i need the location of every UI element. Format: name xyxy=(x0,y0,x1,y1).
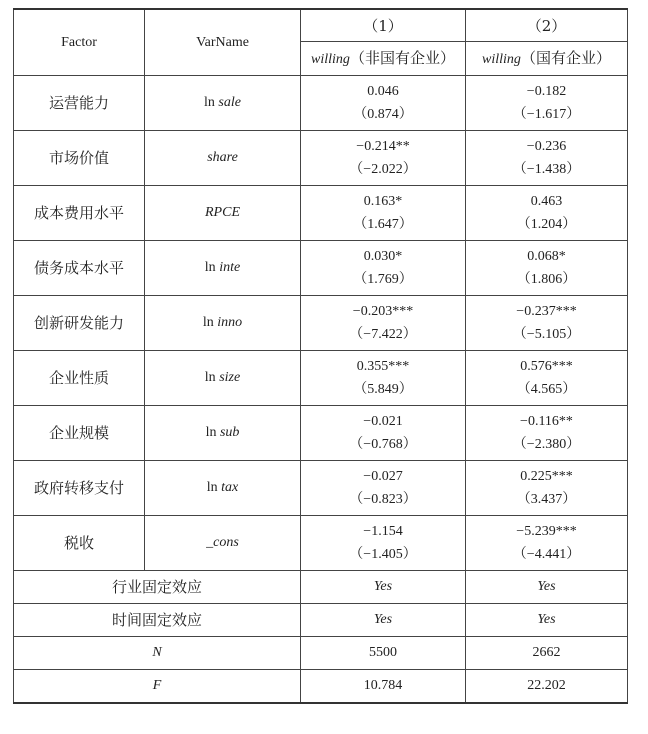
footer-c1-value: 5500 xyxy=(301,637,466,670)
factor-cell: 企业性质 xyxy=(14,351,145,406)
coefficient-value: 0.163* xyxy=(363,194,403,209)
factor-cell: 市场价值 xyxy=(14,131,145,186)
t-statistic-value: （−1.405） xyxy=(349,547,417,562)
varname-name: inno xyxy=(217,315,243,330)
footer-row xyxy=(14,637,628,670)
col1-value-cell xyxy=(301,461,466,516)
header-col2-label xyxy=(466,42,628,76)
table-row xyxy=(14,296,628,351)
header-varname: VarName xyxy=(145,9,301,76)
footer-label: 行业固定效应 xyxy=(14,571,301,604)
footer-row xyxy=(14,604,628,637)
varname-cell xyxy=(145,516,301,571)
col2-value-cell xyxy=(466,131,628,186)
col1-value-cell xyxy=(301,131,466,186)
coefficient-value: 0.355*** xyxy=(356,359,410,374)
footer-c1-value: 10.784 xyxy=(301,670,466,703)
t-statistic-value: （1.806） xyxy=(516,272,577,287)
t-statistic-value: （1.204） xyxy=(516,217,577,232)
header-col1-group: （非国有企业） xyxy=(349,48,455,67)
footer-row xyxy=(14,670,628,703)
varname-prefix: ln xyxy=(204,95,215,110)
footer-label: F xyxy=(14,670,301,703)
factor-cell: 债务成本水平 xyxy=(14,241,145,296)
footer-c2-value: 22.202 xyxy=(466,670,628,703)
footer-c2-value: 2662 xyxy=(466,637,628,670)
footer-c2-value: Yes xyxy=(466,571,628,604)
coefficient-value: −1.154 xyxy=(363,524,403,539)
footer-c2-value: Yes xyxy=(466,604,628,637)
varname-name: tax xyxy=(221,480,239,495)
t-statistic-value: （0.874） xyxy=(353,107,413,122)
footer-label: N xyxy=(14,637,301,670)
t-statistic-value: （−2.380） xyxy=(512,437,581,452)
col2-value-cell xyxy=(466,461,628,516)
header-col1-number: （1） xyxy=(301,9,466,42)
varname-cell xyxy=(145,131,301,186)
t-statistic-value: （−0.768） xyxy=(349,437,417,452)
coefficient-value: −0.182 xyxy=(526,84,567,99)
coefficient-value: −0.116** xyxy=(520,414,573,429)
col1-value-cell xyxy=(301,351,466,406)
col1-value-cell xyxy=(301,241,466,296)
col1-value-cell xyxy=(301,186,466,241)
varname-name: inte xyxy=(219,260,241,275)
varname-prefix: ln xyxy=(202,315,214,330)
col1-value-cell xyxy=(301,516,466,571)
varname-cell xyxy=(145,76,301,131)
table-row xyxy=(14,461,628,516)
factor-cell: 运营能力 xyxy=(14,76,145,131)
col1-value-cell xyxy=(301,406,466,461)
coefficient-value: −0.027 xyxy=(363,469,403,484)
coefficient-value: −5.239*** xyxy=(516,524,577,539)
table-row xyxy=(14,76,628,131)
coefficient-value: 0.068* xyxy=(527,249,566,264)
t-statistic-value: （−1.438） xyxy=(512,162,581,177)
t-statistic-value: （−4.441） xyxy=(512,547,581,562)
factor-cell: 政府转移支付 xyxy=(14,461,145,516)
t-statistic-value: （−2.022） xyxy=(349,162,417,177)
header-col2-group: （国有企业） xyxy=(520,48,611,67)
varname-name: RPCE xyxy=(205,205,240,220)
table-row xyxy=(14,516,628,571)
footer-c1-value: Yes xyxy=(301,571,466,604)
varname-prefix: ln xyxy=(204,260,216,275)
varname-name: size xyxy=(219,370,241,385)
table-row xyxy=(14,241,628,296)
header-factor: Factor xyxy=(14,9,145,76)
table-row xyxy=(14,131,628,186)
header-row xyxy=(14,9,628,42)
col1-value-cell xyxy=(301,296,466,351)
varname-name: share xyxy=(207,150,238,165)
factor-cell: 成本费用水平 xyxy=(14,186,145,241)
header-col2-var: willing xyxy=(482,51,521,67)
coefficient-value: 0.463 xyxy=(530,194,563,209)
table-row xyxy=(14,186,628,241)
varname-cell xyxy=(145,296,301,351)
varname-name: sale xyxy=(218,95,241,110)
coefficient-value: −0.214** xyxy=(356,139,410,154)
factor-cell: 创新研发能力 xyxy=(14,296,145,351)
col2-value-cell xyxy=(466,351,628,406)
t-statistic-value: （5.849） xyxy=(353,382,413,397)
col2-value-cell xyxy=(466,406,628,461)
varname-prefix: ln xyxy=(204,370,216,385)
footer-c1-value: Yes xyxy=(301,604,466,637)
varname-cell xyxy=(145,461,301,516)
col2-value-cell xyxy=(466,516,628,571)
factor-cell: 企业规模 xyxy=(14,406,145,461)
col1-value-cell xyxy=(301,76,466,131)
header-col1-var: willing xyxy=(311,51,350,67)
regression-table xyxy=(13,8,628,704)
t-statistic-value: （1.647） xyxy=(353,217,413,232)
coefficient-value: −0.237*** xyxy=(516,304,577,319)
varname-prefix: ln xyxy=(206,480,218,495)
coefficient-value: 0.046 xyxy=(367,84,399,99)
table-row xyxy=(14,351,628,406)
footer-row xyxy=(14,571,628,604)
coefficient-value: −0.021 xyxy=(363,414,403,429)
header-col2-number: （2） xyxy=(466,9,628,42)
coefficient-value: 0.030* xyxy=(363,249,403,264)
varname-prefix: ln xyxy=(205,425,217,440)
t-statistic-value: （−7.422） xyxy=(349,327,417,342)
table-row xyxy=(14,406,628,461)
t-statistic-value: （3.437） xyxy=(516,492,577,507)
varname-cell xyxy=(145,406,301,461)
t-statistic-value: （−5.105） xyxy=(512,327,581,342)
t-statistic-value: （4.565） xyxy=(516,382,577,397)
t-statistic-value: （1.769） xyxy=(353,272,413,287)
col2-value-cell xyxy=(466,186,628,241)
col2-value-cell xyxy=(466,241,628,296)
varname-name: _cons xyxy=(206,535,239,550)
coefficient-value: 0.225*** xyxy=(520,469,573,484)
varname-cell xyxy=(145,186,301,241)
varname-cell xyxy=(145,351,301,406)
coefficient-value: 0.576*** xyxy=(520,359,573,374)
varname-cell xyxy=(145,241,301,296)
t-statistic-value: （−1.617） xyxy=(512,107,581,122)
coefficient-value: −0.236 xyxy=(526,139,567,154)
factor-cell: 税收 xyxy=(14,516,145,571)
col2-value-cell xyxy=(466,76,628,131)
coefficient-value: −0.203*** xyxy=(352,304,414,319)
t-statistic-value: （−0.823） xyxy=(349,492,417,507)
footer-label: 时间固定效应 xyxy=(14,604,301,637)
header-col1-label xyxy=(301,42,466,76)
col2-value-cell xyxy=(466,296,628,351)
varname-name: sub xyxy=(219,425,240,440)
